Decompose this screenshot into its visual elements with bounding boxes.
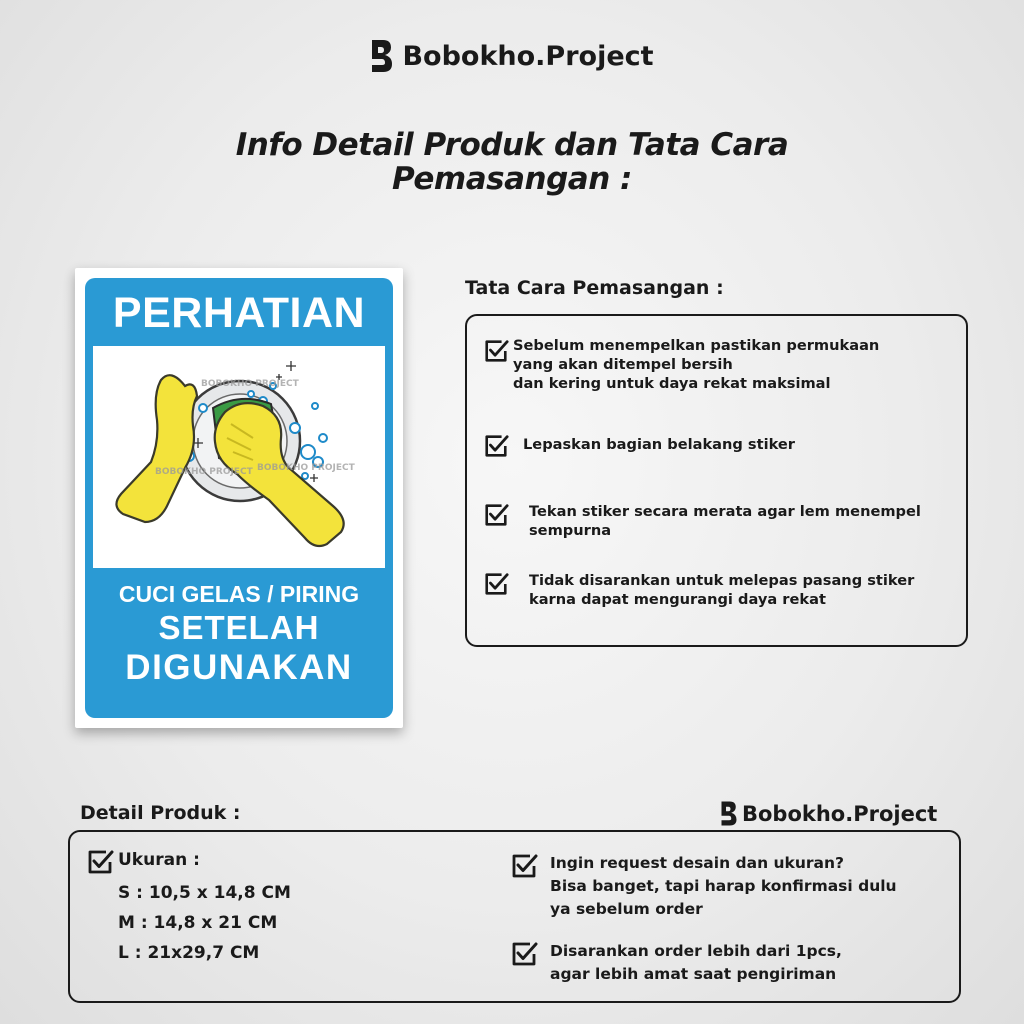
sign-header: PERHATIAN bbox=[112, 289, 366, 337]
step-3-text: Tekan stiker secara merata agar lem menempel sempurna bbox=[529, 503, 921, 539]
checkbox-check-icon bbox=[483, 502, 509, 528]
installation-title: Tata Cara Pemasangan : bbox=[465, 277, 724, 299]
checkbox-check-icon bbox=[510, 940, 538, 968]
size-list bbox=[118, 878, 291, 968]
detail-box bbox=[68, 830, 961, 1003]
page-title-line1: Info Detail Produk dan Tata Cara bbox=[235, 127, 789, 163]
sign-line-2: SETELAH bbox=[158, 609, 320, 646]
page-title-line2: Pemasangan : bbox=[392, 161, 632, 197]
step-1-text: Sebelum menempelkan pastikan permukaan yang akan ditempel bersih dan kering untuk daya rekat maksimal bbox=[513, 337, 880, 392]
brand-logo-bottom bbox=[720, 800, 937, 827]
checkbox-check-icon bbox=[510, 852, 538, 880]
size-item-s: S : 10,5 x 14,8 CM bbox=[118, 883, 291, 903]
bobokho-b-logo-icon bbox=[720, 800, 738, 827]
watermark-text-1: BOBOKHO PROJECT bbox=[201, 379, 299, 389]
bobokho-b-logo-icon bbox=[370, 38, 394, 74]
sign-blue-frame bbox=[85, 278, 393, 718]
step-4-text: Tidak disarankan untuk melepas pasang stiker karna dapat mengurangi daya rekat bbox=[529, 572, 915, 608]
checkbox-check-icon bbox=[86, 848, 114, 876]
brand-name-top: Bobokho.Project bbox=[402, 40, 654, 72]
step-2-text: Lepaskan bagian belakang stiker bbox=[523, 436, 796, 453]
left-glove-shape bbox=[116, 375, 197, 522]
size-item-m: M : 14,8 x 21 CM bbox=[118, 913, 278, 933]
size-label: Ukuran : bbox=[118, 850, 200, 870]
checkbox-check-icon bbox=[483, 571, 509, 597]
brand-logo-top bbox=[0, 38, 1024, 74]
sign-illustration bbox=[93, 346, 385, 568]
watermark-text-3: BOBOKHO PROJECT bbox=[257, 463, 355, 473]
size-item-l: L : 21x29,7 CM bbox=[118, 943, 260, 963]
page-title bbox=[0, 128, 1024, 196]
note-1-text: Ingin request desain dan ukuran? Bisa banget, tapi harap konfirmasi dulu ya sebelum order bbox=[550, 854, 897, 918]
sign-line-1: CUCI GELAS / PIRING bbox=[118, 581, 360, 607]
sign-product-image bbox=[75, 268, 403, 728]
brand-name-bottom: Bobokho.Project bbox=[742, 801, 938, 826]
washing-dish-illustration bbox=[93, 346, 369, 568]
sign-line-3: DIGUNAKAN bbox=[125, 648, 353, 687]
note-2-text: Disarankan order lebih dari 1pcs, agar lebih amat saat pengiriman bbox=[550, 942, 842, 983]
checkbox-check-icon bbox=[483, 338, 509, 364]
sign-footer bbox=[85, 572, 393, 718]
watermark-text-2: BOBOKHO PROJECT bbox=[155, 467, 253, 477]
installation-steps-box bbox=[465, 314, 968, 647]
detail-title: Detail Produk : bbox=[80, 802, 241, 824]
checkbox-check-icon bbox=[483, 433, 509, 459]
